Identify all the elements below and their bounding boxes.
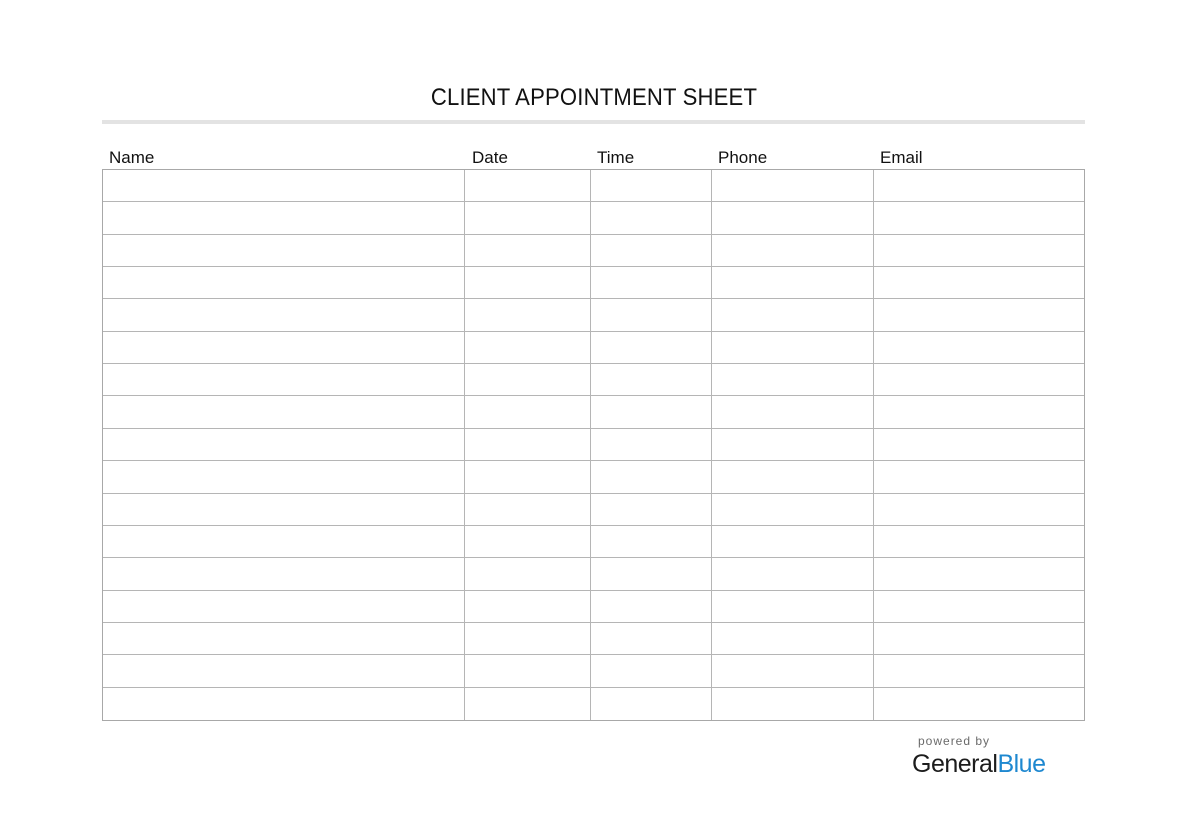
title-divider <box>102 120 1085 124</box>
table-column-divider <box>590 170 591 720</box>
table-column-divider <box>711 170 712 720</box>
table-row-divider <box>103 201 1084 202</box>
appointment-table <box>102 169 1085 721</box>
table-column-divider <box>464 170 465 720</box>
header-phone: Phone <box>718 148 768 167</box>
table-row-divider <box>103 331 1084 332</box>
table-row-divider <box>103 654 1084 655</box>
table-row-divider <box>103 363 1084 364</box>
header-time: Time <box>597 148 635 167</box>
powered-by-text: powered by <box>918 734 991 748</box>
table-row-divider <box>103 266 1084 267</box>
table-row-divider <box>103 687 1084 688</box>
header-date: Date <box>472 148 508 167</box>
table-row-divider <box>103 590 1084 591</box>
brand-part-general: General <box>912 750 998 778</box>
table-row-divider <box>103 493 1084 494</box>
sheet-title: CLIENT APPOINTMENT SHEET <box>430 84 758 111</box>
table-row-divider <box>103 622 1084 623</box>
header-email: Email <box>880 148 923 167</box>
table-row-divider <box>103 557 1084 558</box>
brand-logo <box>912 750 1046 779</box>
column-headers <box>102 148 1085 168</box>
table-row-divider <box>103 395 1084 396</box>
table-row-divider <box>103 234 1084 235</box>
table-row-divider <box>103 525 1084 526</box>
table-row-divider <box>103 460 1084 461</box>
table-row-divider <box>103 298 1084 299</box>
brand-part-blue: Blue <box>997 750 1046 778</box>
table-column-divider <box>873 170 874 720</box>
table-row-divider <box>103 428 1084 429</box>
header-name: Name <box>109 148 155 167</box>
